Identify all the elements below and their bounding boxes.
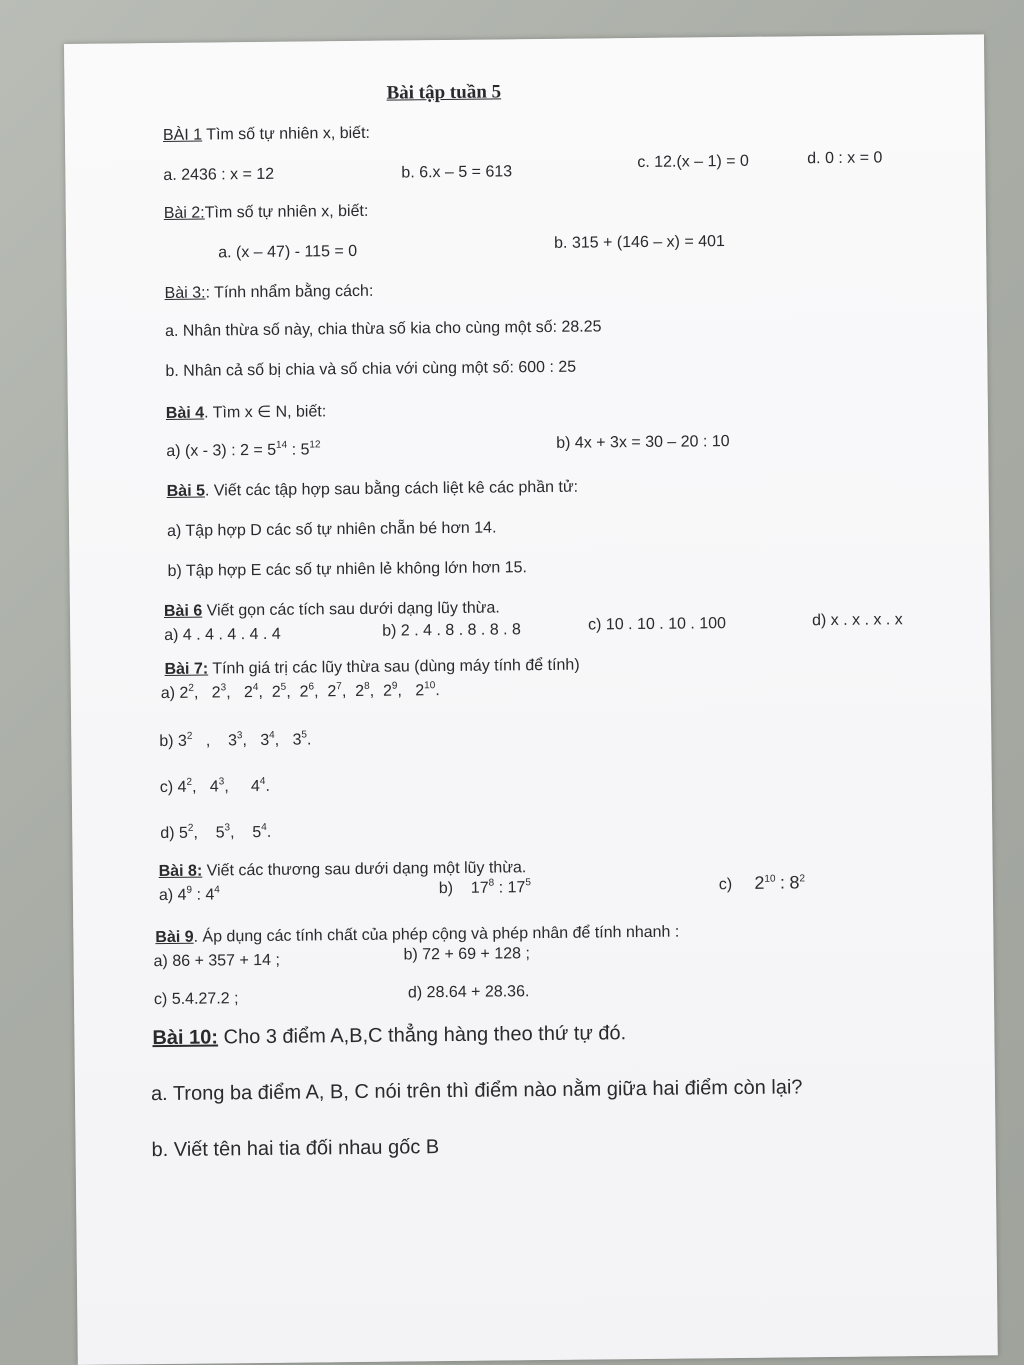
bai10-a: a. Trong ba điểm A, B, C nói trên thì điểm nào nằm giữa hai điểm còn lại?	[150, 1076, 803, 1106]
bai5-label: Bài 5	[166, 482, 206, 500]
bai10-label: Bài 10:	[152, 1026, 219, 1050]
bai8-c: c) $2^{10}$ : $8^2$	[718, 872, 806, 894]
bai8-heading	[159, 859, 527, 881]
bai6-d: d) x . x . x . x	[811, 611, 903, 630]
bai3-text: : Tính nhẩm bằng cách:	[205, 282, 374, 302]
bai7-d: d) $5^2$, $5^3$, $5^4$.	[160, 821, 272, 843]
bai4-b: b) 4x + 3x = 30 – 20 : 10	[556, 433, 730, 452]
bai6-c: c) 10 . 10 . 10 . 100	[588, 615, 727, 634]
bai6-heading	[164, 599, 500, 621]
bai7-heading	[164, 657, 579, 679]
bai2-label: Bài 2:	[163, 204, 205, 222]
bai2-heading	[164, 203, 369, 223]
bai3-b: b. Nhân cả số bị chia và số chia với cùng một số: 600 : 25	[165, 358, 577, 380]
bai5-a: a) Tập hợp D các số tự nhiên chẵn bé hơn 14.	[167, 519, 497, 540]
bai3-label: Bài 3:	[164, 284, 206, 302]
bai1-a: a. 2436 : x = 12	[163, 165, 275, 184]
worksheet-page	[64, 34, 998, 1365]
bai3-a: a. Nhân thừa số này, chia thừa số kia cho cùng một số: 28.25	[164, 318, 602, 340]
bai6-text: Viết gọn các tích sau dưới dạng lũy thừa.	[202, 599, 500, 620]
bai1-b: b. 6.x – 5 = 613	[401, 163, 513, 182]
bai4-text: . Tìm x ∈ N, biết:	[204, 403, 327, 422]
bai8-label: Bài 8:	[158, 862, 203, 881]
bai6-a: a) 4 . 4 . 4 . 4 . 4	[164, 625, 281, 644]
bai7-a: a) $2^2$, $2^3$, $2^4$, $2^5$, $2^6$, $2^7$, $2^8$, $2^9$, $2^{10}$.	[160, 680, 440, 703]
bai4-label: Bài 4	[165, 404, 205, 422]
bai5-heading	[167, 479, 579, 501]
bai9-heading	[155, 924, 679, 947]
bai10-heading	[152, 1022, 626, 1050]
bai2-text: Tìm số tự nhiên x, biết:	[204, 202, 369, 222]
bai10-b: b. Viết tên hai tia đối nhau gốc B	[151, 1136, 440, 1162]
bai1-text: Tìm số tự nhiên x, biết:	[202, 124, 371, 144]
bai4-heading	[166, 401, 327, 423]
bai7-text: Tính giá trị các lũy thừa sau (dùng máy tính để tính)	[208, 656, 580, 678]
bai4-a: a) (x - 3) : $2 = 5^{14}$ : $5^{12}$	[166, 439, 321, 460]
bai2-b: b. 315 + (146 – x) = 401	[554, 233, 725, 252]
bai9-label: Bài 9	[155, 928, 194, 947]
bai9-d: d) 28.64 + 28.36.	[407, 983, 530, 1002]
bai9-c: c) 5.4.27.2 ;	[153, 990, 239, 1009]
bai8-a: a) $4^9$ : $4^4$	[158, 884, 220, 905]
bai7-label: Bài 7:	[164, 660, 209, 678]
bai1-d: d. 0 : x = 0	[807, 149, 883, 168]
bai7-b: b) $3^2$ , $3^3$, $3^4$, $3^5$.	[159, 729, 312, 751]
bai9-b: b) 72 + 69 + 128 ;	[403, 945, 530, 964]
bai2-a: a. (x – 47) - 115 = 0	[218, 242, 358, 262]
bai3-heading	[165, 283, 374, 303]
bai1-c: c. 12.(x – 1) = 0	[637, 152, 749, 172]
bai7-c: c) $4^2$, $4^3$, $4^4$.	[159, 775, 270, 797]
bai5-b: b) Tập hợp E các số tự nhiên lẻ không lớn hơn 15.	[167, 559, 528, 580]
bai1-label: BÀI 1	[162, 126, 203, 144]
page-title: Bài tập tuần 5	[386, 81, 502, 104]
bai9-text: . Áp dụng các tính chất của phép cộng và phép nhân để tính nhanh :	[193, 923, 680, 946]
bai8-text: Viết các thương sau dưới dạng một lũy thừa.	[202, 859, 527, 880]
bai6-label: Bài 6	[163, 602, 203, 620]
bai10-text: Cho 3 điểm A,B,C thẳng hàng theo thứ tự đó.	[217, 1022, 627, 1049]
bai8-b: b) $17^8$ : $17^5$	[438, 877, 531, 898]
bai5-text: . Viết các tập hợp sau bằng cách liệt kê các phần tử:	[204, 478, 579, 500]
bai9-a: a) 86 + 357 + 14 ;	[153, 951, 281, 971]
bai6-b: b) 2 . 4 . 8 . 8 . 8 . 8	[382, 621, 521, 640]
bai1-heading	[163, 125, 370, 145]
